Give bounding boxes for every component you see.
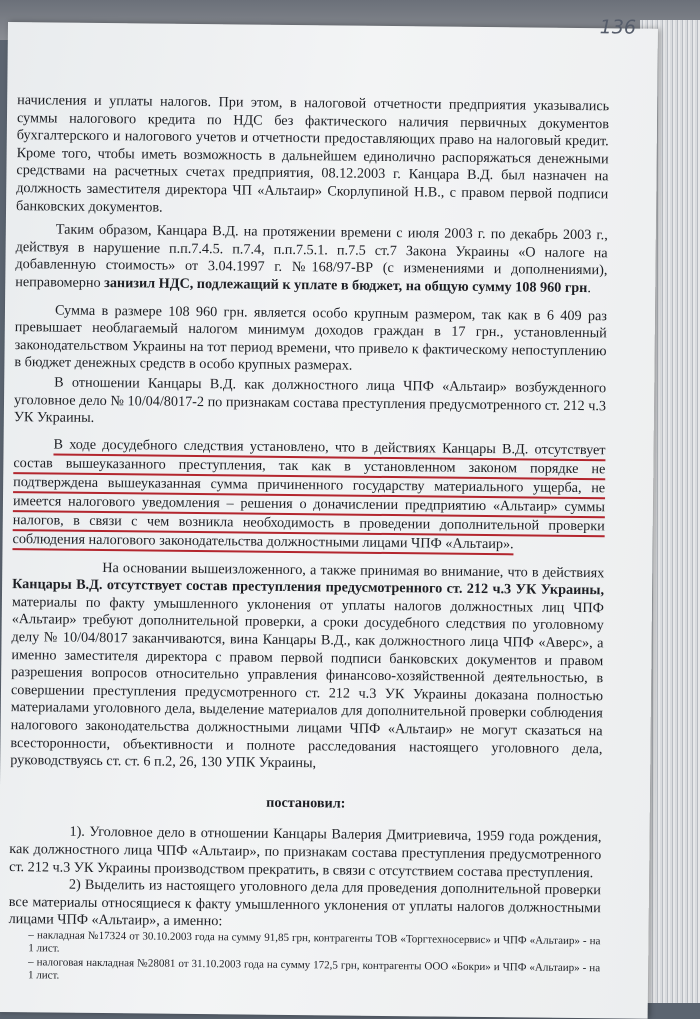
resolution-heading: постановил:: [266, 794, 346, 812]
paragraph-6-text: На основании вышеизложенного, а также принимая во внимание, что в действиях: [102, 559, 605, 581]
bullet-item-2: – налоговая накладная №28081 от 31.10.2003 года на сумму 172,5 грн, контрагенты ООО «Бокри» и ЧПФ «Альтаир» - на 1 лист.: [27, 956, 601, 983]
resolution-item-2: 2) Выделить из настоящего уголовного дела для проведения дополнительной проверки все материалы относящиеся к факту умышленного уклонения от уплаты налогов должностными лицами ЧПФ «Альтаир», а именно:: [8, 876, 602, 930]
bullet-item-1: – накладная №17324 от 30.10.2003 года на сумму 91,85 грн, контрагенты ТОВ «Торгтехносервис» и ЧПФ «Альтаир» - на 1 лист.: [28, 929, 601, 956]
paragraph-4: В отношении Канцары В.Д. как должностного лица ЧПФ «Альтаир» возбужденного уголовное дело № 10/04/8017-2 по признакам состава преступления предусмотренного ст. 212 ч.3 УК Украины.: [13, 374, 607, 427]
paragraph-2-bold: занизил НДС, подлежащий к уплате в бюджет, на общую сумму 108 960 грн: [104, 274, 588, 297]
paragraph-1: начисления и уплаты налогов. При этом, в налоговой отчетности предприятия указывались суммы налогового кредита по НДС без фактического наличия первичных документов бухгалтерского и налогового учетов и отчетности предоставляющих право на налоговый кредит. Кроме того, чтобы иметь возможность в дальнейшем единолично распоряжаться денежными средствами на расчетных счетах предприятия, 08.12.2003 г. Канцара В.Д. был назначен на должность заместителя директора ЧП «Альтаир» Скорлупиной Н.В., с правом первой подписи банковских документов.: [15, 92, 610, 216]
paragraph-6-rest: материалы по факту умышленного уклонения от уплаты налогов должностных лиц ЧПФ «Альтаир» требуют дополнительной проверки, а сроки досудебного следствия по уголовному делу № 10/04/8017 заканчиваются, вина Канцары В.Д., как должностного лица ЧПФ «Аверс», а именно заместителя директора с правом первой подписи банковских документов и правом разрешения вопросов относительно управления финансово-хозяйственной деятельностью, в совершении преступления предусмотренного ст. 212 ч.3 УК Украины доказана полностью материалами уголовного дела, выделение материалов для дополнительной проверки соблюдения налогового законодательства должностными лицами ЧПФ «Альтаир» не могут сказаться на всесторонности, объективности и полноте расследования настоящего уголовного дела, руководствуясь ст. ст. 6 п.2, 26, 130 УПК Украины,: [10, 593, 604, 772]
document-page: [0, 16, 658, 1019]
resolution-item-1: 1). Уголовное дело в отношении Канцары Валерия Дмитриевича, 1959 года рождения, как должностного лица ЧПФ «Альтаир», по признакам состава преступления предусмотренного ст. 212 ч.3 УК Украины производством прекратить, в связи с отсутствием состава преступления.: [9, 824, 602, 881]
paragraph-2: [15, 221, 608, 298]
document-body: [8, 92, 609, 989]
paragraph-5-text: В ходе досудебного следствия установлено, что в действиях Канцары В.Д. отсутствует состав вышеуказанного преступления, так как в установленном законом порядке не подтверждена вышеуказанная сумма причиненного государству материального ущерба, не имеется налогового уведомления – решения о доначислении предприятию «Альтаир» суммы налогов, в связи с чем возникла необходимость в проведении дополнительной проверки соблюдения налогового законодательства должностными лицами ЧПФ «Альтаир».: [12, 436, 605, 555]
page-number: 136: [599, 16, 637, 39]
paragraph-6-bold: Канцары В.Д. отсутствует состав преступления предусмотренного ст. 212 ч.3 УК Украины,: [12, 576, 605, 599]
paragraph-6: [10, 559, 604, 776]
paragraph-5-underlined: [12, 435, 605, 555]
paragraph-2-end: .: [587, 280, 592, 297]
paragraph-2-text: Таким образом, Канцара В.Д. на протяжении времени с июля 2003 г. по декабрь 2003 г., действуя в нарушение п.п.7.4.5. п.7.4, п.п.7.5.1. п.7.5 ст.7 Закона Украины «О налоге на добавленную стоимость» от 3.04.1997 г. №168/97-ВР (с изменениями и дополнениями), неправомерно: [15, 221, 608, 291]
paragraph-3: Сумма в размере 108 960 грн. является особо крупным размером, так как в 6 409 раз превышает необлагаемый налогом минимум доходов граждан в 17 грн., установленный законодательством Украины на тот период времени, что привело к фактическому непоступлению в бюджет денежных средств в особо крупных размерах.: [14, 302, 608, 374]
